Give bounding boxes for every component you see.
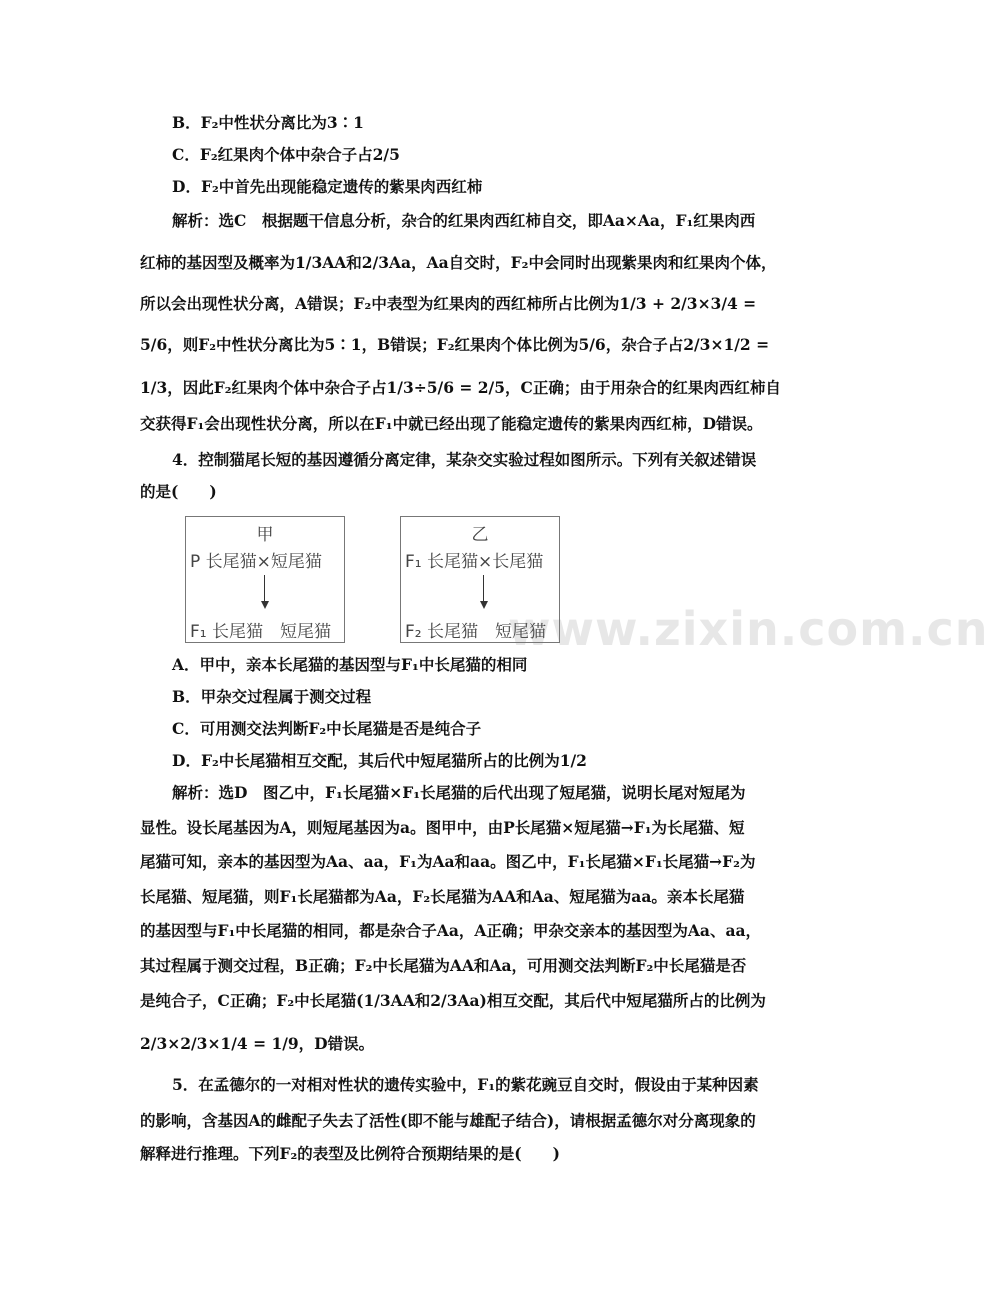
q4-solution-line-4: 的基因型与F₁中长尾猫的相同，都是杂合子Aa，A正确；甲杂交亲本的基因型为Aa、aa， bbox=[140, 921, 762, 940]
q4-solution-label: 解析： bbox=[172, 783, 219, 802]
q4-solution-line-3: 长尾猫、短尾猫，则F₁长尾猫都为Aa，F₂长尾猫为AA和Aa、短尾猫为aa。亲本长尾猫 bbox=[140, 887, 745, 906]
q4-solution-line-5: 其过程属于测交过程，B正确；F₂中长尾猫为AA和Aa，可用测交法判断F₂中长尾猫是否 bbox=[140, 956, 747, 975]
figure-jia-arrow-shaft bbox=[264, 575, 265, 603]
figure-yi-offspring: F₂ 长尾猫 短尾猫 bbox=[405, 622, 546, 642]
q3-solution-line-3: 5/6，则F₂中性状分离比为5∶1，B错误；F₂红果肉个体比例为5/6，杂合子占2/3×1/2 = bbox=[140, 335, 770, 354]
q3-solution-text: 选C 根据题干信息分析，杂合的红果肉西红柿自交，即Aa×Aa，F₁红果肉西 bbox=[218, 211, 756, 230]
q4-option-c: C．可用测交法判断F₂中长尾猫是否是纯合子 bbox=[172, 719, 482, 738]
q3-option-c: C．F₂红果肉个体中杂合子占2/5 bbox=[172, 145, 400, 164]
q4-option-d: D．F₂中长尾猫相互交配，其后代中短尾猫所占的比例为1/2 bbox=[172, 751, 587, 770]
watermark: www.zixin.com.cn bbox=[508, 602, 989, 656]
q3-solution-line-2: 所以会出现性状分离，A错误；F₂中表型为红果肉的西红柿所占比例为1/3 + 2/3×3/4 = bbox=[140, 294, 757, 313]
q4-solution-line-7: 2/3×2/3×1/4 = 1/9，D错误。 bbox=[140, 1034, 375, 1053]
q5-stem-line-3: 解释进行推理。下列F₂的表型及比例符合预期结果的是( ) bbox=[140, 1144, 560, 1163]
q3-option-d: D．F₂中首先出现能稳定遗传的紫果肉西红柿 bbox=[172, 177, 483, 196]
q5-stem-line-1: 5．在孟德尔的一对相对性状的遗传实验中，F₁的紫花豌豆自交时，假设由于某种因素 bbox=[172, 1075, 759, 1094]
q4-stem-line-1: 4．控制猫尾长短的基因遵循分离定律，某杂交实验过程如图所示。下列有关叙述错误 bbox=[172, 450, 757, 469]
q4-solution-line-1: 显性。设长尾基因为A，则短尾基因为a。图甲中，由P长尾猫×短尾猫→F₁为长尾猫、短 bbox=[140, 818, 745, 837]
figure-jia-parents: P 长尾猫×短尾猫 bbox=[190, 552, 322, 572]
q5-stem-line-2: 的影响，含基因A的雌配子失去了活性(即不能与雄配子结合)，请根据孟德尔对分离现象的 bbox=[140, 1111, 756, 1130]
q4-option-b: B．甲杂交过程属于测交过程 bbox=[172, 687, 372, 706]
q3-solution-line-5: 交获得F₁会出现性状分离，所以在F₁中就已经出现了能稳定遗传的紫果肉西红柿，D错误。 bbox=[140, 414, 763, 433]
q3-solution-line-0 bbox=[172, 210, 755, 232]
q3-solution-label: 解析： bbox=[172, 211, 219, 230]
q4-stem-line-2: 的是( ) bbox=[140, 482, 217, 501]
q4-solution-line-0 bbox=[172, 782, 746, 804]
q3-solution-line-4: 1/3，因此F₂红果肉个体中杂合子占1/3÷5/6 = 2/5，C正确；由于用杂合的红果肉西红柿自 bbox=[140, 378, 781, 397]
figure-yi-title: 乙 bbox=[471, 525, 489, 545]
q4-option-a: A．甲中，亲本长尾猫的基因型与F₁中长尾猫的相同 bbox=[172, 655, 528, 674]
q4-solution-text: 选D 图乙中，F₁长尾猫×F₁长尾猫的后代出现了短尾猫，说明长尾对短尾为 bbox=[218, 783, 746, 802]
figure-jia bbox=[185, 516, 345, 643]
q3-solution-line-1: 红柿的基因型及概率为1/3AA和2/3Aa，Aa自交时，F₂中会同时出现紫果肉和红果肉个体， bbox=[140, 253, 777, 272]
figure-yi-parents: F₁ 长尾猫×长尾猫 bbox=[405, 552, 544, 572]
q4-solution-line-2: 尾猫可知，亲本的基因型为Aa、aa，F₁为Aa和aa。图乙中，F₁长尾猫×F₁长尾猫→F₂为 bbox=[140, 852, 756, 871]
figure-jia-title: 甲 bbox=[256, 525, 274, 545]
figure-jia-offspring: F₁ 长尾猫 短尾猫 bbox=[190, 622, 331, 642]
q4-solution-line-6: 是纯合子，C正确；F₂中长尾猫(1/3AA和2/3Aa)相互交配，其后代中短尾猫所占的比例为 bbox=[140, 991, 766, 1010]
figure-jia-arrow-icon bbox=[261, 601, 269, 609]
q3-option-b: B．F₂中性状分离比为3∶1 bbox=[172, 113, 364, 132]
figure-yi-arrow-shaft bbox=[483, 575, 484, 603]
figure-yi-arrow-icon bbox=[480, 601, 488, 609]
